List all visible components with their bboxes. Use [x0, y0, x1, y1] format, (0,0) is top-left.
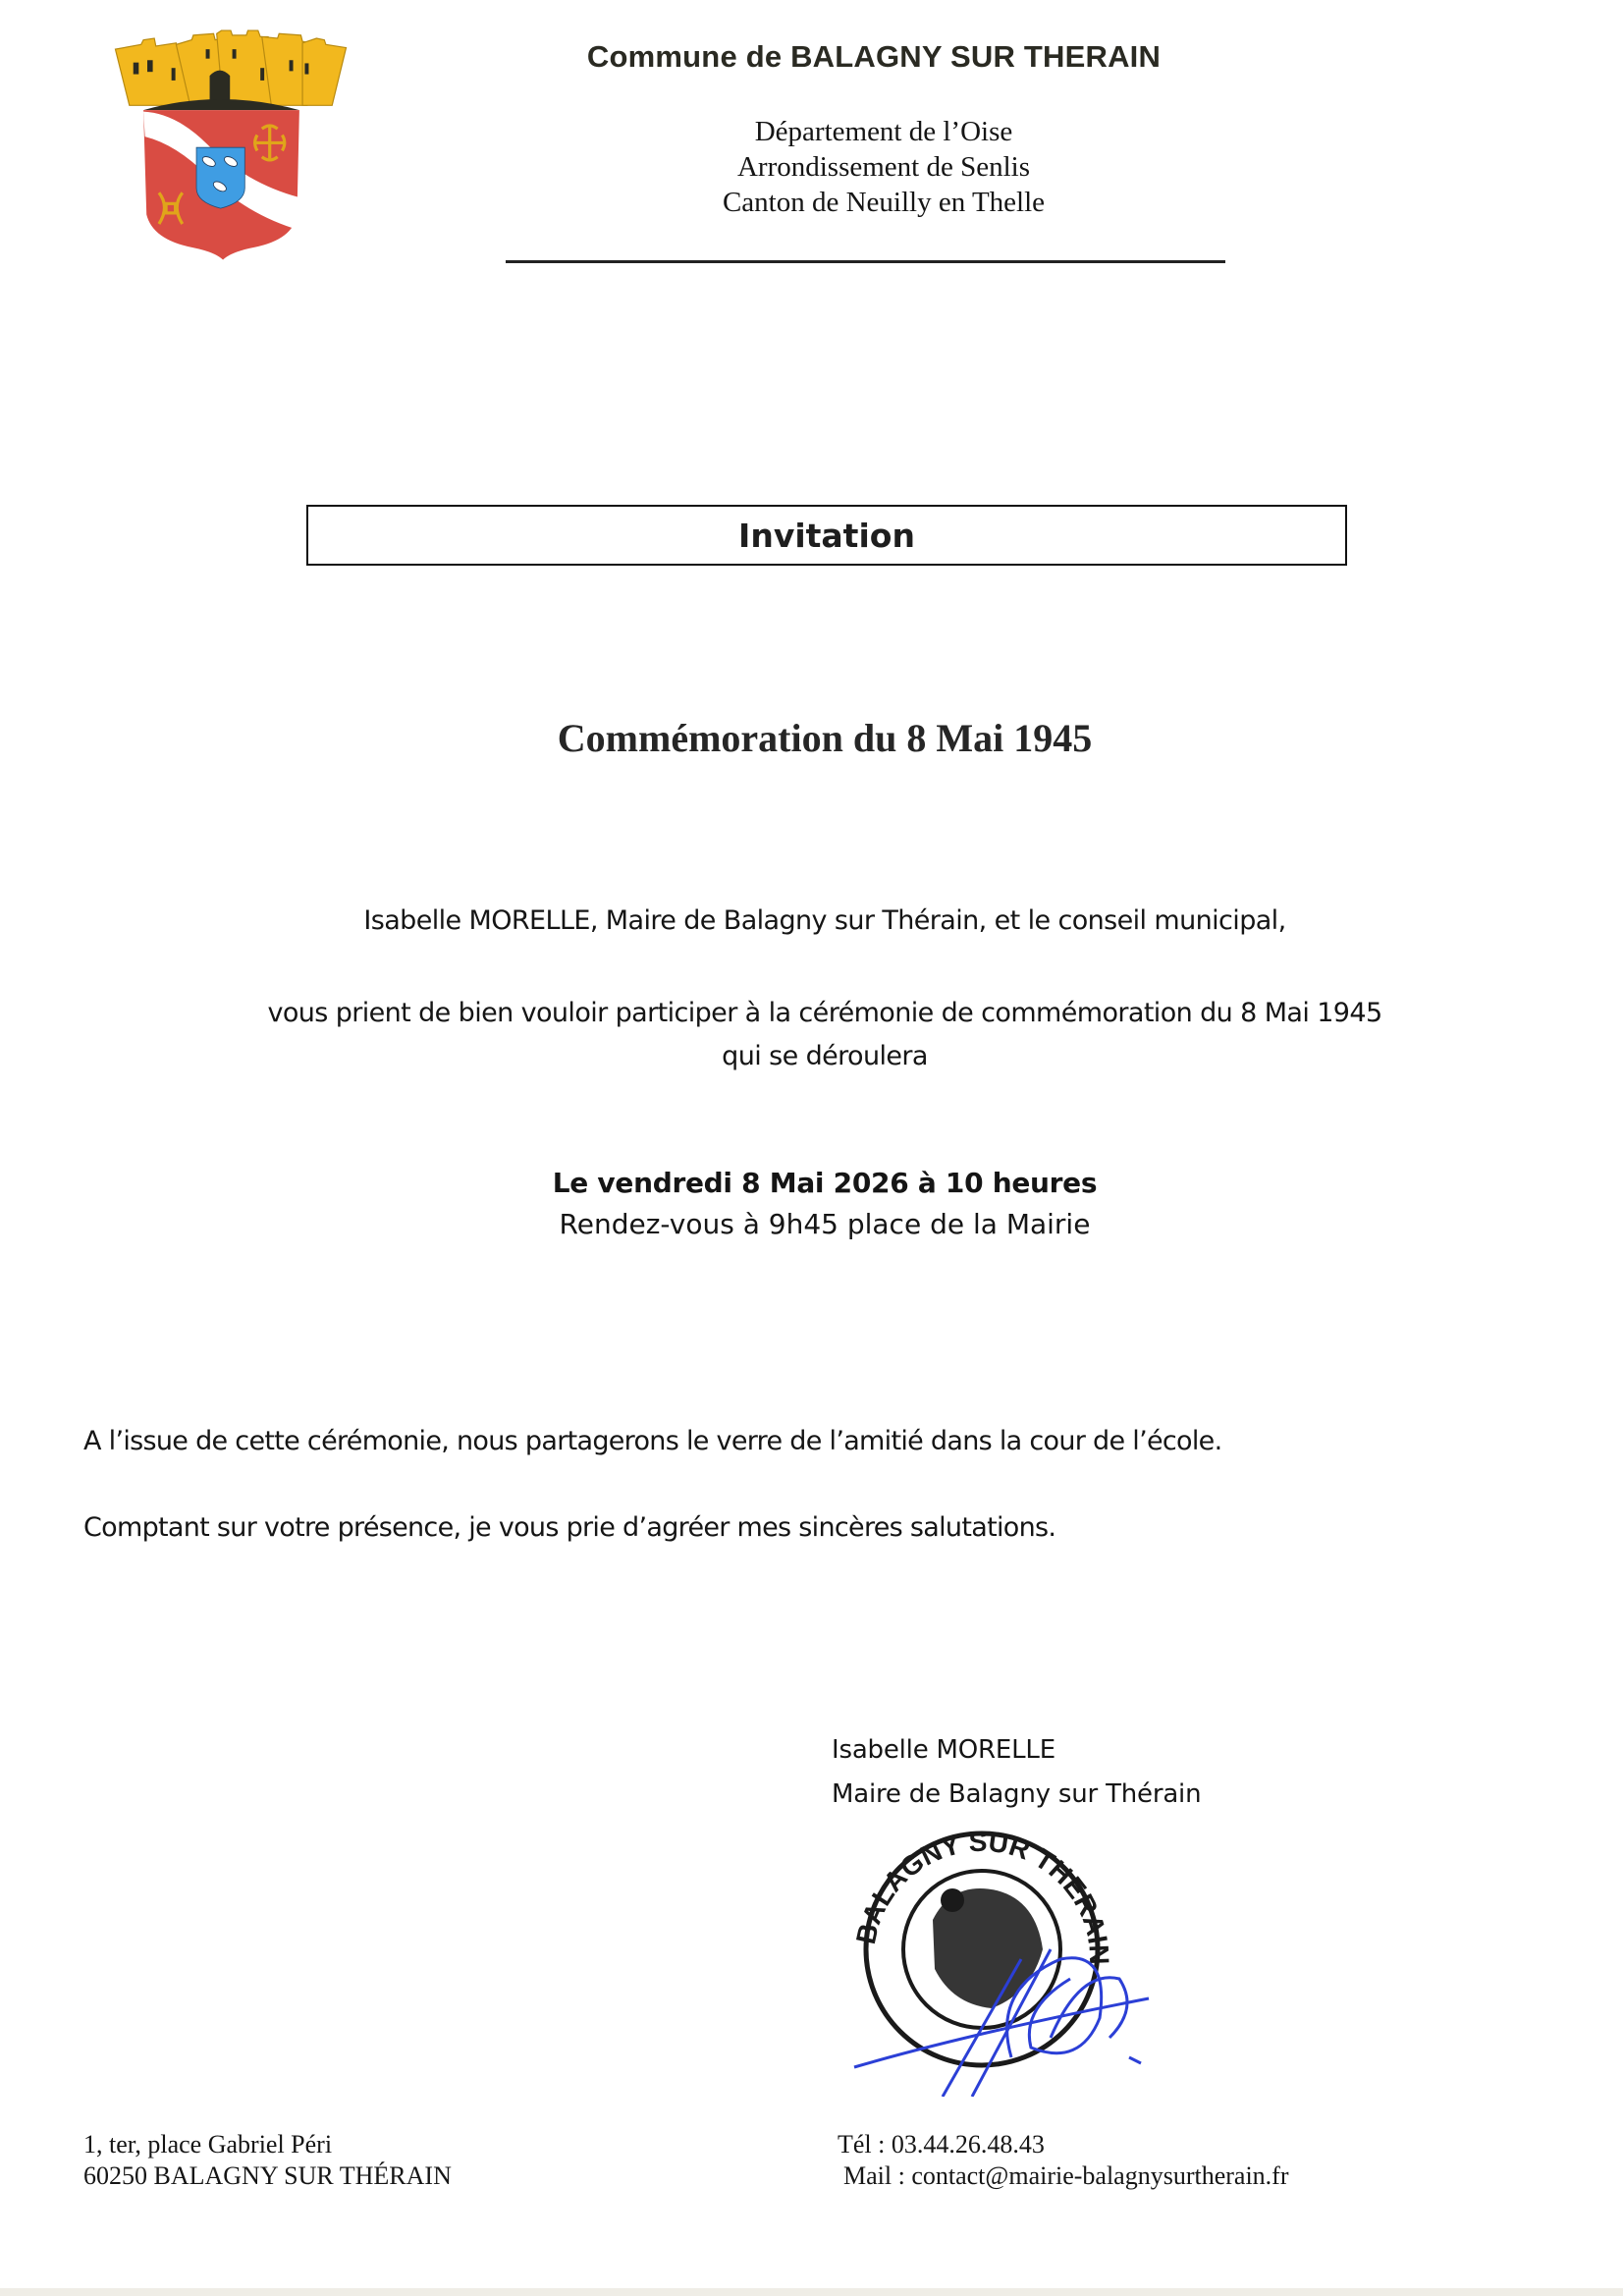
official-seal-icon — [825, 1812, 1159, 2097]
header-divider — [506, 260, 1225, 263]
address-line-1: 1, ter, place Gabriel Péri — [83, 2130, 333, 2159]
arrondissement-line: Arrondissement de Senlis — [736, 151, 1030, 183]
invite-line-2: qui se déroulera — [722, 1041, 928, 1071]
coat-of-arms-icon — [98, 2, 363, 295]
meeting-point: Rendez-vous à 9h45 place de la Mairie — [559, 1208, 1091, 1240]
signatory-title: Maire de Balagny sur Thérain — [832, 1779, 1202, 1809]
seal-text: BALAGNY SUR THERAIN — [849, 1826, 1115, 1966]
reception-note: A l’issue de cette cérémonie, nous partagerons le verre de l’amitié dans la cour de l’école. — [83, 1426, 1222, 1456]
signatory-name: Isabelle MORELLE — [832, 1735, 1055, 1765]
host-line: Isabelle MORELLE, Maire de Balagny sur Thérain, et le conseil municipal, — [363, 905, 1286, 936]
commune-title: Commune de BALAGNY SUR THERAIN — [586, 39, 1162, 74]
scan-edge — [0, 2288, 1623, 2296]
closing-salutation: Comptant sur votre présence, je vous prie d’agréer mes sincères salutations. — [83, 1512, 1056, 1543]
address-line-2: 60250 BALAGNY SUR THÉRAIN — [83, 2161, 452, 2190]
canton-line: Canton de Neuilly en Thelle — [722, 187, 1046, 218]
mairie-contact — [838, 2129, 1289, 2192]
signatory-block — [832, 1728, 1201, 1817]
invite-line-1: vous prient de bien vouloir participer à la cérémonie de commémoration du 8 Mai 1945 — [267, 998, 1382, 1028]
mairie-address — [83, 2129, 452, 2192]
invitation-banner — [306, 505, 1347, 566]
invite-paragraph — [98, 992, 1551, 1078]
administrative-info — [589, 114, 1178, 220]
email-address[interactable]: Mail : contact@mairie-balagnysurtherain.fr — [843, 2161, 1289, 2190]
phone-number: Tél : 03.44.26.48.43 — [838, 2130, 1045, 2159]
event-title: Commémoration du 8 Mai 1945 — [557, 716, 1093, 760]
invitation-label: Invitation — [738, 516, 915, 555]
department-line: Département de l’Oise — [754, 116, 1013, 147]
event-date: Le vendredi 8 Mai 2026 à 10 heures — [552, 1167, 1098, 1199]
